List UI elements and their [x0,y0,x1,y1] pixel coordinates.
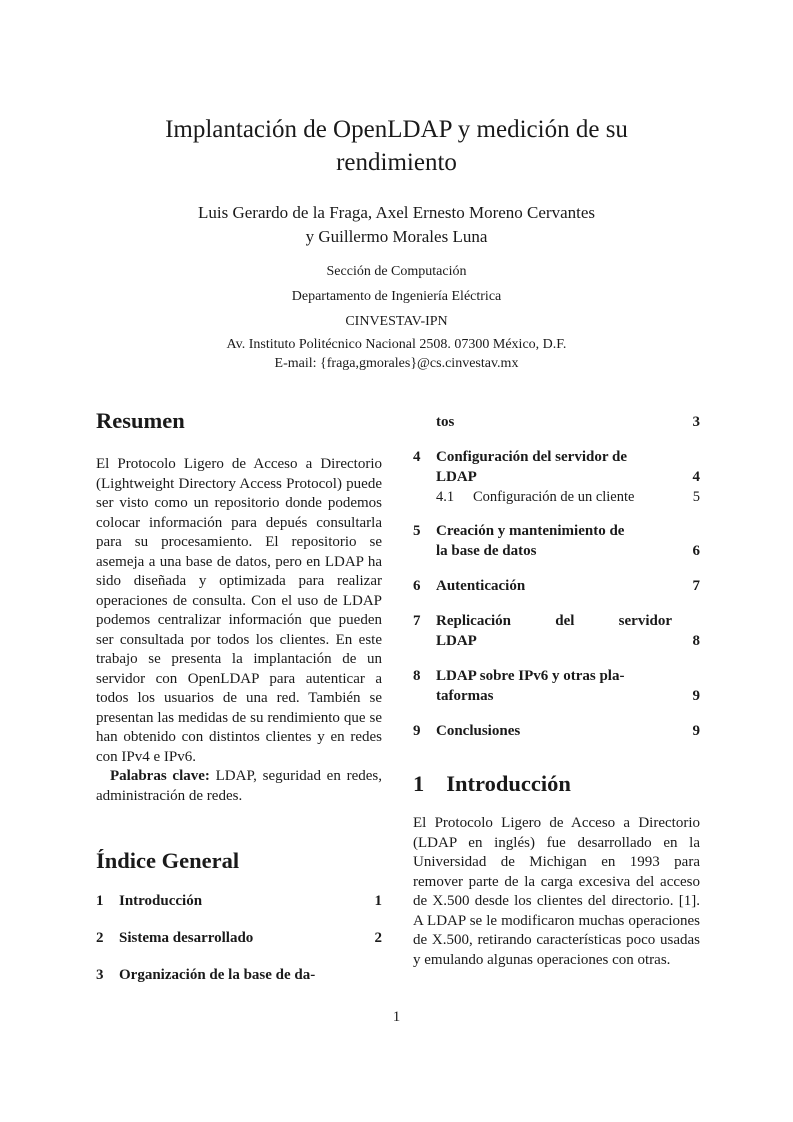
toc-entry-number: 9 [413,723,421,739]
toc-entry-page: 3 [692,414,700,430]
toc-entry-title: Organización de la base de da- [119,967,316,983]
toc-entry-number: 4 [413,449,421,465]
toc-entry-title: Introducción [119,893,203,909]
section-number: 1 [413,771,425,796]
title-line-2: rendimiento [336,149,457,176]
toc-entry-8[interactable] [413,667,700,707]
toc-entry-page: 9 [692,687,700,704]
toc-entry-title: Autenticación [436,578,526,594]
toc-entry-title-continued: taformas [436,687,494,704]
toc-entry-page: 7 [692,578,700,594]
toc-heading: Índice General [96,848,240,873]
introduction-text: El Protocolo Ligero de Acceso a Directorio (LDAP en inglés) fue desarrollado en la Universidad de Michigan en 1993 para remover parte de la carga excesiva del acceso de X.500 desde los clientes del directorio. [1]. A LDAP se le modificaron muchas operaciones de X.500, retirando características poco usadas y emulando algunas operaciones con otras. [413,815,700,968]
authors [0,201,793,249]
toc-entry-title: Sistema desarrollado [119,930,254,946]
toc-entry-title-continued: LDAP [436,468,477,485]
keywords-paragraph [96,767,382,806]
toc-entry-number: 2 [96,930,104,946]
toc-entry-number: 5 [413,523,421,539]
toc-entry-title: LDAP sobre IPv6 y otras pla- [436,668,625,684]
affiliation-section: Sección de Computación [326,264,467,279]
toc-entry-title-continued: LDAP [436,632,477,649]
authors-line-2: y Guillermo Morales Luna [305,227,488,246]
title-line-1: Implantación de OpenLDAP y medición de su [165,116,628,143]
toc-entry-page: 4 [692,468,700,485]
toc-entry-title: Configuración de un cliente [473,489,635,505]
affiliation-email: E-mail: {fraga,gmorales}@cs.cinvestav.mx [274,356,519,371]
authors-line-1: Luis Gerardo de la Fraga, Axel Ernesto Moreno Cervantes [197,203,596,222]
toc-entry-7[interactable] [413,612,700,652]
toc-entry-title-continued: tos [436,414,455,430]
keywords-label: Palabras clave: [110,768,210,784]
toc-section [96,848,382,874]
toc-entry-number: 1 [96,893,104,909]
toc-entry-page: 1 [374,893,382,909]
toc-entry-number: 8 [413,668,421,684]
toc-entry-number: 3 [96,967,104,983]
toc-entry-page: 2 [374,930,382,946]
affiliation-institution: CINVESTAV-IPN [345,314,448,329]
abstract-heading: Resumen [96,408,185,433]
toc-entry-title: Configuración del servidor de [436,449,627,465]
affiliation-department: Departamento de Ingeniería Eléctrica [291,289,502,304]
keywords-text: LDAP, seguridad en redes, administración de redes. [96,768,382,804]
toc-entry-title-continued: la base de datos [436,542,537,559]
abstract-text: El Protocolo Ligero de Acceso a Directorio (Lightweight Directory Access Protocol) puede ser visto como un repositorio donde podemos colocar información para depués consultarla para su procesamiento. El repositorio se asemeja a una base de datos, pero en LDAP ha sido diseñada y optimizada para realizar operaciones de consulta. Con el uso de LDAP podemos centralizar información que pueden ser consultada por todos los clientes. En este trabajo se presenta la implantación de un servidor con OpenLDAP para autenticar a todos los usuarios de una red. También se presentan las medidas de su rendimiento que se han obtenido con distintos clientes y en redes con IPv4 e IPv6. [96,456,382,765]
toc-entry-page: 9 [692,723,700,739]
paper-title [0,113,793,179]
affiliation-address: Av. Instituto Politécnico Nacional 2508. 07300 México, D.F. [226,337,567,352]
introduction-section [413,771,700,970]
toc-entry-number: 7 [413,613,421,629]
toc-entry-title: Replicación del servidor [436,613,672,629]
introduction-heading [413,771,700,797]
toc-entry-page: 5 [692,489,700,505]
toc-entry-4[interactable] [413,448,700,488]
toc-entry-number: 4.1 [436,489,455,505]
toc-entry-page: 6 [692,542,700,559]
section-title: Introducción [446,771,571,796]
abstract-section [96,408,382,806]
toc-entry-title: Creación y mantenimiento de [436,523,625,539]
toc-entry-5[interactable] [413,522,700,562]
toc-entry-page: 8 [692,632,700,649]
page-number: 1 [392,1009,401,1025]
toc-entry-number: 6 [413,578,421,594]
toc-entry-title: Conclusiones [436,723,521,739]
